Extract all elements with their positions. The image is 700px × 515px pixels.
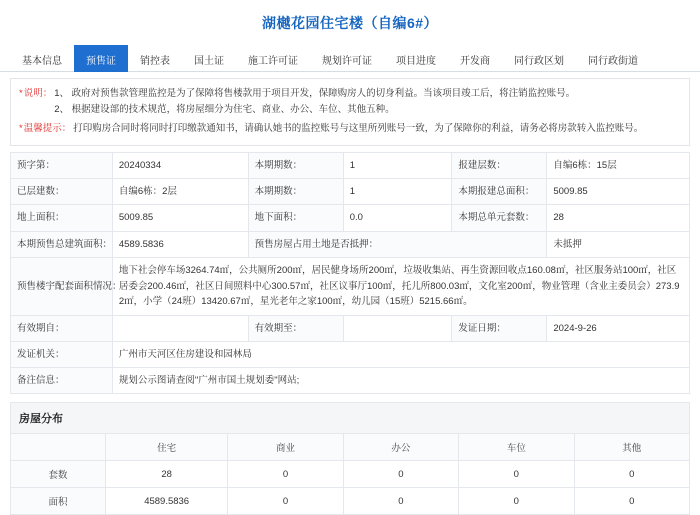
value-total-units: 28 <box>547 205 690 231</box>
tab-bar <box>0 44 700 72</box>
table-row <box>11 488 690 515</box>
notice-item-1: 1、 政府对预售款管理监控是为了保障将售楼款用于项目开发，保障购房人的切身利益。当该项目竣工后，将注销监控账号。 <box>54 88 576 99</box>
label-mortgage-status: 预售房屋占用土地是否抵押： <box>248 231 547 257</box>
notice-explanation-body <box>54 86 681 117</box>
cell-unit-count-other: 0 <box>574 461 689 488</box>
label-current-phase: 本期期数： <box>248 153 343 179</box>
tab-same-district[interactable] <box>502 45 576 72</box>
page-title: 湖樾花园住宅楼（自编6#） <box>261 15 439 31</box>
notice-box <box>10 78 690 146</box>
tab-label: 开发商 <box>460 55 490 67</box>
tab-label: 同行政区划 <box>514 55 564 67</box>
tab-label: 项目进度 <box>396 55 436 67</box>
column-header-blank <box>11 434 106 461</box>
table-row <box>11 231 690 257</box>
column-header-parking: 车位 <box>459 434 574 461</box>
value-presale-no: 20240334 <box>112 153 248 179</box>
notice-item-2: 2、 根据建设部的技术规范，将房屋细分为住宅、商业、办公、车位、其他五种。 <box>54 103 395 115</box>
table-row <box>11 153 690 179</box>
label-remark: 备注信息： <box>11 368 113 394</box>
label-presale-total-area: 本期预售总建筑面积： <box>11 231 113 257</box>
label-total-units: 本期总单元套数： <box>452 205 547 231</box>
label-presale-no: 预字第： <box>11 153 113 179</box>
value-valid-to <box>343 315 452 341</box>
tab-planning-permit[interactable] <box>310 45 384 72</box>
label-issue-date: 发证日期： <box>452 315 547 341</box>
cell-area-office: 0 <box>343 488 458 515</box>
column-header-commercial: 商业 <box>228 434 343 461</box>
tab-project-progress[interactable] <box>384 45 448 72</box>
cell-area-residential: 4589.5836 <box>106 488 228 515</box>
table-row <box>11 205 690 231</box>
tab-label: 基本信息 <box>22 55 62 67</box>
table-row <box>11 257 690 315</box>
tab-label: 同行政街道 <box>588 55 638 67</box>
label-valid-to: 有效期至： <box>248 315 343 341</box>
table-row <box>11 461 690 488</box>
table-row <box>11 179 690 205</box>
tab-developer[interactable] <box>448 45 502 72</box>
label-facility-description: 预售楼宇配套面积情况： <box>11 257 113 315</box>
table-row <box>11 341 690 367</box>
table-header-row <box>11 434 690 461</box>
value-built-floors: 自编6栋：2层 <box>112 179 248 205</box>
value-underground-area: 0.0 <box>343 205 452 231</box>
value-issue-date: 2024-9-26 <box>547 315 690 341</box>
value-above-ground-area: 5009.85 <box>112 205 248 231</box>
tab-sales-control[interactable] <box>128 45 182 72</box>
label-above-ground-area: 地上面积： <box>11 205 113 231</box>
label-valid-from: 有效期自： <box>11 315 113 341</box>
value-phase-number: 1 <box>343 179 452 205</box>
house-distribution-table <box>10 433 690 515</box>
notice-tip-row <box>19 121 681 137</box>
tab-same-street[interactable] <box>576 45 650 72</box>
column-header-residential: 住宅 <box>106 434 228 461</box>
value-presale-total-area: 4589.5836 <box>112 231 248 257</box>
tab-label: 销控表 <box>140 55 170 67</box>
tab-basic-info[interactable] <box>10 45 74 72</box>
value-issuer: 广州市天河区住房建设和园林局 <box>112 341 689 367</box>
section-title-house-distribution: 房屋分布 <box>10 402 690 433</box>
row-label-unit-count: 套数 <box>11 461 106 488</box>
tab-label: 国土证 <box>194 55 224 67</box>
cell-area-other: 0 <box>574 488 689 515</box>
tab-label: 规划许可证 <box>322 55 372 67</box>
presale-info-table <box>10 152 690 394</box>
tab-label: 预售证 <box>86 55 116 67</box>
value-facility-description: 地下社会停车场3264.74㎡，公共厕所200㎡，居民健身场所200㎡，垃圾收集站、再生资源回收点160.08㎡，社区服务站100㎡，社区居委会200.46㎡，社区日间照料中心300.57㎡，社区议事厅100㎡，托儿所800.03㎡，文化室200㎡，物业管理（含业主委员会）273.92㎡，小学（24班）13420.67㎡，星光老年之家100㎡，幼儿园（15班）5215.66㎡。 <box>112 257 689 315</box>
label-phase-number: 本期期数： <box>248 179 343 205</box>
notice-tip-label: *温馨提示： <box>19 123 72 135</box>
tab-label: 施工许可证 <box>248 55 298 67</box>
table-row <box>11 315 690 341</box>
label-underground-area: 地下面积： <box>248 205 343 231</box>
label-built-floors: 已层建数： <box>11 179 113 205</box>
label-phase-total-area: 本期报建总面积： <box>452 179 547 205</box>
label-issuer: 发证机关： <box>11 341 113 367</box>
tab-construction-permit[interactable] <box>236 45 310 72</box>
column-header-other: 其他 <box>574 434 689 461</box>
cell-unit-count-office: 0 <box>343 461 458 488</box>
cell-unit-count-parking: 0 <box>459 461 574 488</box>
value-current-phase: 1 <box>343 153 452 179</box>
cell-unit-count-commercial: 0 <box>228 461 343 488</box>
tab-content <box>0 72 700 515</box>
table-row <box>11 368 690 394</box>
value-reported-floors: 自编6栋：15层 <box>547 153 690 179</box>
notice-tip-body: 打印购房合同时将同时打印缴款通知书，请确认她书的监控账号与这里所列账号一致，为了保障你的利益，请务必将房款转入监控账号。 <box>73 123 644 135</box>
row-label-area: 面积 <box>11 488 106 515</box>
value-valid-from <box>112 315 248 341</box>
tab-presale-certificate[interactable] <box>74 45 128 72</box>
value-mortgage-status: 未抵押 <box>547 231 690 257</box>
value-remark: 规划公示图请查阅"广州市国土规划委"网站; <box>112 368 689 394</box>
tab-land-certificate[interactable] <box>182 45 236 72</box>
notice-explanation-label: *说明： <box>19 88 53 99</box>
notice-explanation-row <box>19 86 681 117</box>
column-header-office: 办公 <box>343 434 458 461</box>
label-reported-floors: 报建层数： <box>452 153 547 179</box>
cell-unit-count-residential: 28 <box>106 461 228 488</box>
cell-area-parking: 0 <box>459 488 574 515</box>
cell-area-commercial: 0 <box>228 488 343 515</box>
value-phase-total-area: 5009.85 <box>547 179 690 205</box>
